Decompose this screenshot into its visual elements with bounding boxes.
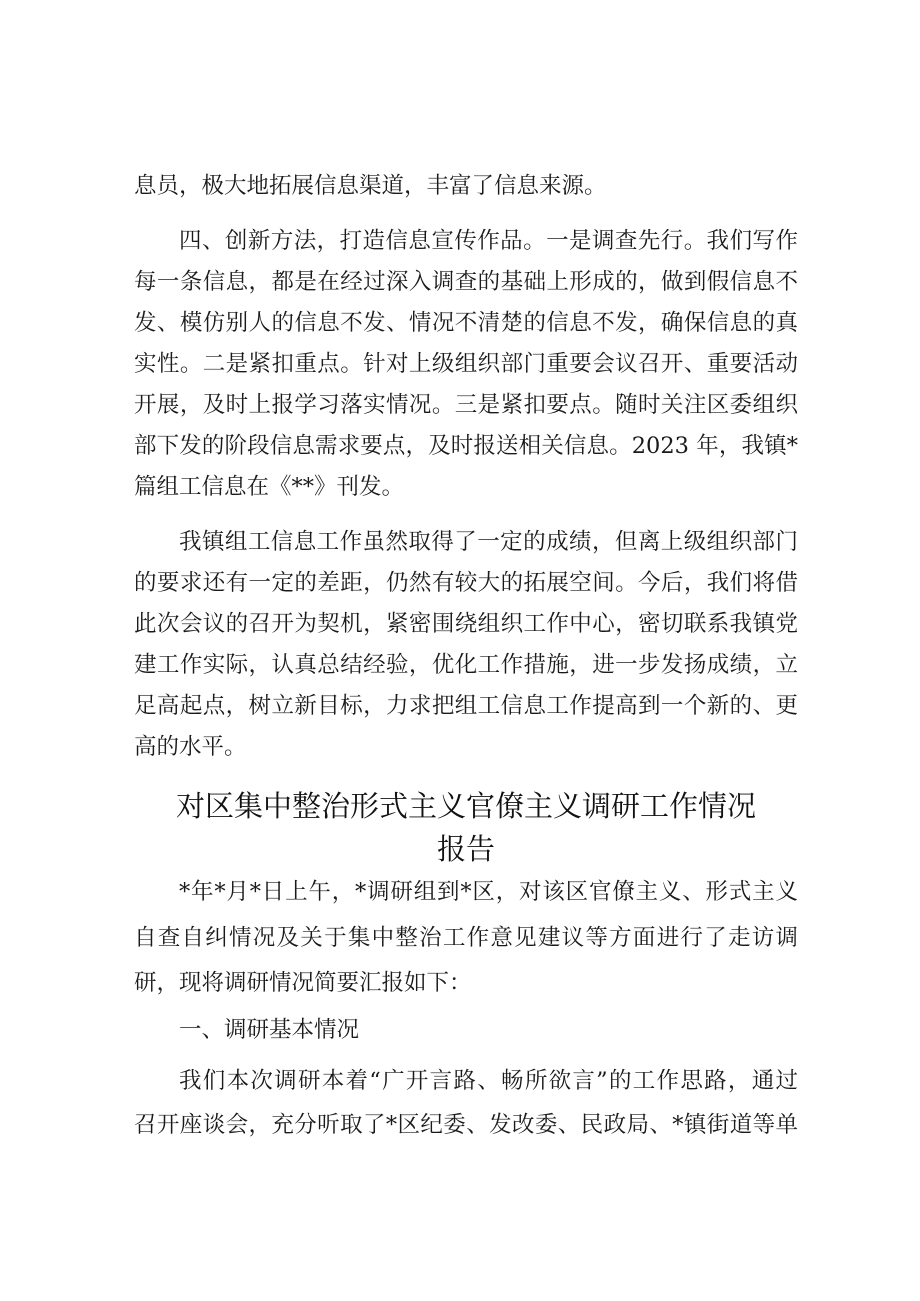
text-line: 息员，极大地拓展信息渠道，丰富了信息来源。 — [134, 173, 607, 199]
text-line: 我镇组工信息工作虽然取得了一定的成绩，但离上级组织部门 — [179, 529, 798, 555]
text-line: 高的水平。 — [134, 734, 247, 760]
text-line: 实性。二是紧扣重点。针对上级组织部门重要会议召开、重要活动 — [134, 351, 798, 377]
text-line: 每一条信息，都是在经过深入调查的基础上形成的，做到假信息不 — [134, 269, 798, 295]
text-line: *年*月*日上午，*调研组到*区，对该区官僚主义、形式主义 — [179, 879, 798, 905]
report-title-line-1: 对区集中整治形式主义官僚主义调研工作情况 — [175, 789, 756, 823]
text-line: 自查自纠情况及关于集中整治工作意见建议等方面进行了走访调 — [134, 925, 798, 951]
text-line: 的要求还有一定的差距，仍然有较大的拓展空间。今后，我们将借 — [134, 570, 798, 596]
text-line: 发、模仿别人的信息不发、情况不清楚的信息不发，确保信息的真 — [134, 310, 798, 336]
text-line: 足高起点，树立新目标，力求把组工信息工作提高到一个新的、更 — [134, 693, 798, 719]
text-line: 召开座谈会，充分听取了*区纪委、发改委、民政局、*镇街道等单 — [134, 1112, 798, 1138]
text-line: 篇组工信息在《**》刊发。 — [134, 474, 405, 500]
section-heading: 一、调研基本情况 — [179, 1017, 360, 1043]
text-line: 四、创新方法，打造信息宣传作品。一是调查先行。我们写作 — [179, 228, 798, 254]
text-line: 此次会议的召开为契机，紧密围绕组织工作中心，密切联系我镇党 — [134, 611, 798, 637]
text-line: 我们本次调研本着“广开言路、畅所欲言”的工作思路，通过 — [179, 1068, 798, 1094]
report-title-line-2: 报告 — [436, 832, 495, 866]
text-line: 研，现将调研情况简要汇报如下： — [134, 970, 472, 996]
text-line: 部下发的阶段信息需求要点，及时报送相关信息。2023 年，我镇* — [134, 433, 798, 459]
text-line: 建工作实际，认真总结经验，优化工作措施，进一步发扬成绩，立 — [134, 652, 798, 678]
text-line: 开展，及时上报学习落实情况。三是紧扣要点。随时关注区委组织 — [134, 392, 798, 418]
